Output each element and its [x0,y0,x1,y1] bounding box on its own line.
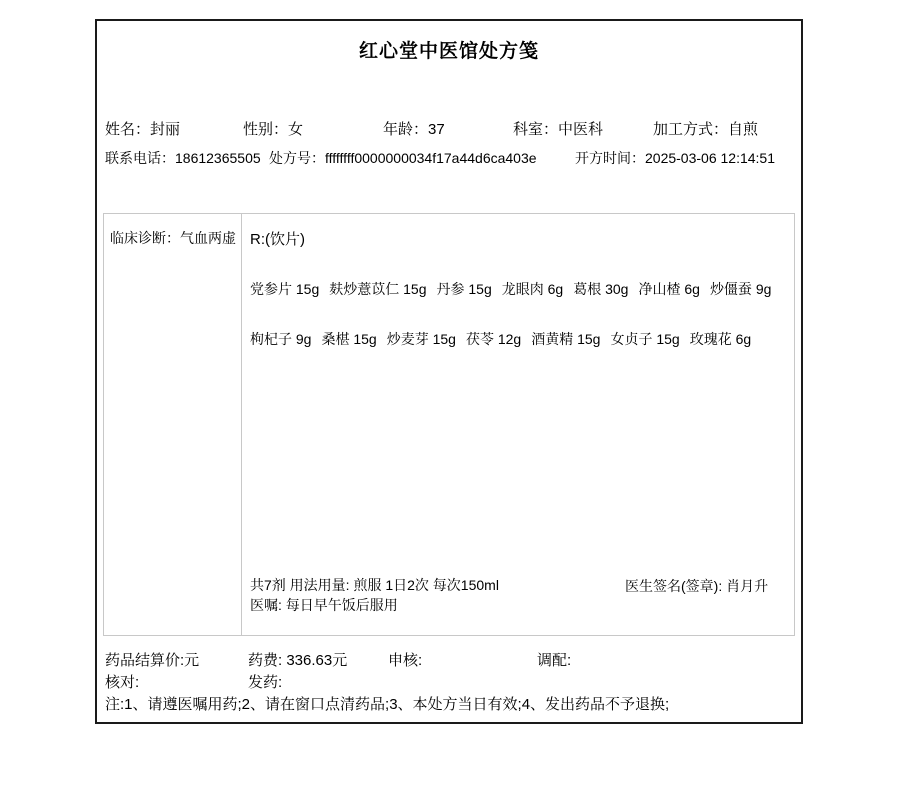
page-title: 红心堂中医馆处方笺 [358,41,539,62]
medicine-fee [248,649,347,670]
rx-time-label: 开方时间： [575,150,645,166]
processing-method-value: 自煎 [728,121,759,138]
usage-block [250,575,499,615]
herb-item: 葛根 30g [573,281,629,297]
usage-summary: 共7剂 用法用量: 煎服 1日2次 每次150ml [250,577,499,593]
footer-note: 注:1、请遵医嘱用药;2、请在窗口点清药品;3、本处方当日有效;4、发出药品不予退换; [105,696,670,713]
patient-gender [243,118,303,139]
processing-method-label: 加工方式： [653,121,729,138]
compound-field: 调配: [537,652,572,669]
patient-phone-value: 18612365505 [175,150,261,166]
patient-info-row-1 [97,118,801,136]
patient-gender-label: 性别： [243,121,289,138]
rx-content-cell [242,214,794,635]
settle-price [105,649,199,670]
review-field: 申核: [388,652,423,669]
rx-time [575,148,775,168]
herb-line [250,329,786,349]
medicine-fee-value: 336.63元 [286,652,348,669]
herb-item: 龙眼肉 6g [501,281,564,297]
doctor-signature [625,576,775,596]
patient-age-value: 37 [428,121,445,138]
herb-item: 女贞子 15g [610,331,680,347]
patient-info-row-2 [97,148,801,166]
patient-name-label: 姓名： [105,121,151,138]
diagnosis-cell [104,214,242,635]
rx-number-label: 处方号： [269,150,325,166]
dispense-field: 发药: [248,674,283,691]
patient-phone-label: 联系电话： [105,150,175,166]
patient-department-value: 中医科 [558,121,604,138]
patient-age [383,118,445,139]
settle-price-label: 药品结算价: [105,652,185,669]
processing-method [653,118,758,139]
doctor-signature-value: 肖月升 [726,578,769,594]
patient-phone [105,148,261,168]
settle-price-value: 元 [184,652,200,669]
herb-item: 麸炒薏苡仁 15g [329,281,427,297]
patient-department [513,118,603,139]
patient-name-value: 封丽 [150,121,181,138]
herb-item: 炒麦芽 15g [386,331,456,347]
prescription-box [103,213,795,636]
patient-age-label: 年龄： [383,121,429,138]
rx-header: R:(饮片) [250,231,305,248]
herb-item: 净山楂 6g [638,281,700,297]
herb-item: 党参片 15g [250,281,320,297]
herb-item: 炒僵蚕 9g [709,281,772,297]
herb-item: 枸杞子 9g [250,331,312,347]
check-field: 核对: [105,674,140,691]
herb-item: 酒黄精 15g [531,331,601,347]
doctor-advice: 医嘱: 每日早午饭后服用 [250,597,398,613]
herb-item: 桑椹 15g [321,331,377,347]
patient-department-label: 科室： [513,121,559,138]
patient-name [105,118,180,139]
patient-gender-value: 女 [288,121,304,138]
herb-item: 玫瑰花 6g [689,331,752,347]
herb-item: 丹参 15g [436,281,492,297]
prescription-sheet [95,19,803,724]
medicine-fee-label: 药费: [248,652,287,669]
rx-number [269,148,537,168]
doctor-signature-label: 医生签名(签章): [625,578,727,594]
diagnosis-label: 临床诊断： [110,230,180,246]
rx-number-value: ffffffff0000000034f17a44d6ca403e [325,150,537,166]
rx-time-value: 2025-03-06 12:14:51 [645,150,775,166]
diagnosis-value: 气血两虚 [180,230,236,246]
herb-line [250,279,786,299]
herb-lines [250,279,786,349]
herb-item: 茯苓 12g [465,331,522,347]
